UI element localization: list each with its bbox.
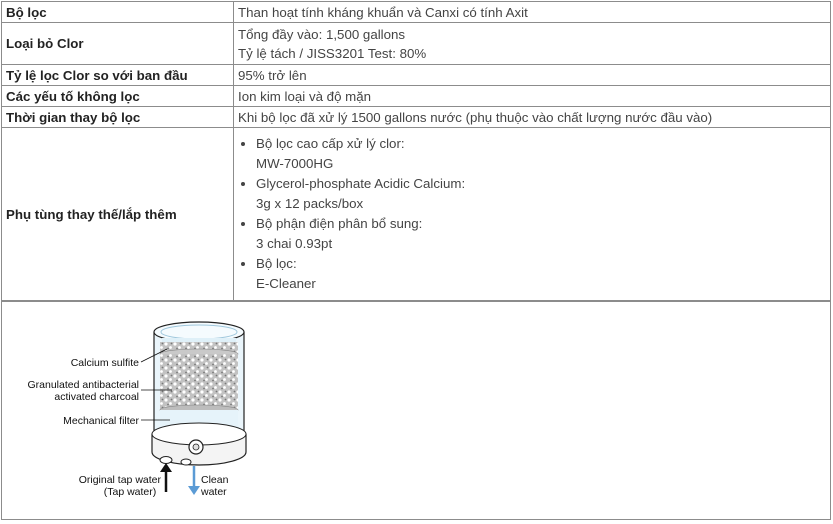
- row-label: Bộ lọc: [2, 2, 234, 23]
- item-line: 3 chai 0.93pt: [256, 236, 333, 251]
- value-line: Tỷ lệ tách / JISS3201 Test: 80%: [238, 45, 427, 61]
- item-line: MW-7000HG: [256, 156, 334, 171]
- row-value: Than hoạt tính kháng khuẩn và Canxi có tính Axit: [234, 2, 831, 23]
- table-row: [2, 2, 831, 23]
- clean-water-label-line1: Clean: [201, 474, 229, 486]
- table-row: [2, 128, 831, 301]
- row-label: Phụ tùng thay thế/lắp thêm: [2, 128, 234, 301]
- value-line: Tổng đầy vào: 1,500 gallons: [238, 26, 406, 42]
- row-value: Khi bộ lọc đã xử lý 1500 gallons nước (phụ thuộc vào chất lượng nước đầu vào): [234, 107, 831, 128]
- row-value: Ion kim loại và độ mặn: [234, 86, 831, 107]
- inflow-arrow-icon: [160, 463, 172, 492]
- row-label: Loại bỏ Clor: [2, 23, 234, 65]
- filter-diagram-cell: [1, 301, 831, 520]
- list-item: [256, 214, 826, 254]
- row-label: Thời gian thay bộ lọc: [2, 107, 234, 128]
- row-label: Các yếu tố không lọc: [2, 86, 234, 107]
- spec-table: [1, 1, 831, 301]
- clean-water-label-line2: water: [201, 486, 227, 498]
- mechanical-filter-label: Mechanical filter: [63, 415, 139, 427]
- calcium-sulfite-label: Calcium sulfite: [70, 357, 139, 369]
- outflow-arrow-icon: [188, 466, 200, 495]
- item-line: • Bộ phận điện phân bổ sung:: [256, 216, 423, 231]
- item-line: • Bộ lọc:: [256, 256, 297, 271]
- list-item: [256, 134, 826, 174]
- table-row: [2, 107, 831, 128]
- item-line: 3g x 12 packs/box: [256, 196, 364, 211]
- row-label: Tỷ lệ lọc Clor so với ban đầu: [2, 65, 234, 86]
- row-value: 95% trở lên: [234, 65, 831, 86]
- item-line: • Glycerol-phosphate Acidic Calcium:: [256, 176, 466, 191]
- filter-diagram: [2, 302, 830, 519]
- list-item: [256, 174, 826, 214]
- tap-water-label-line1: Original tap water: [78, 474, 161, 486]
- table-row: [2, 65, 831, 86]
- charcoal-label-line1: Granulated antibacterial: [27, 379, 139, 391]
- charcoal-label-line2: activated charcoal: [54, 391, 139, 403]
- tap-water-label-line2: (Tap water): [103, 486, 157, 498]
- item-line: • Bộ lọc cao cấp xử lý clor:: [256, 136, 405, 151]
- item-line: E-Cleaner: [256, 276, 316, 291]
- row-value: [234, 128, 831, 301]
- list-item: [256, 254, 826, 294]
- table-row: [2, 86, 831, 107]
- charcoal-layer: [160, 354, 238, 415]
- table-row: [2, 23, 831, 65]
- filter-base: [152, 423, 246, 465]
- parts-list: [238, 134, 826, 294]
- row-value: [234, 23, 831, 65]
